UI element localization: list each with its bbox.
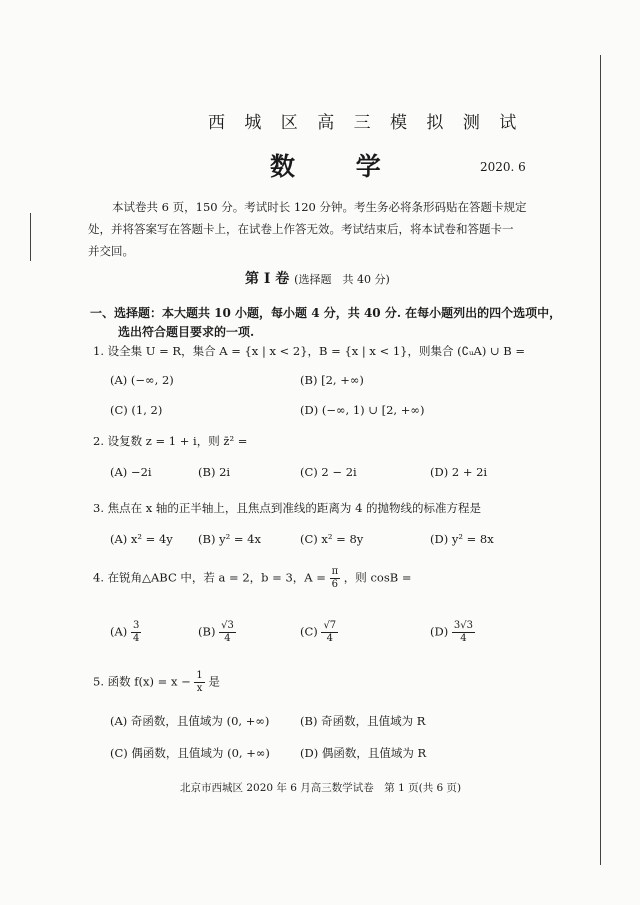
question-2-stem: 2. 设复数 z = 1 + i，则 z̄² = — [93, 434, 248, 448]
fraction-numerator: 3√3 — [453, 620, 473, 631]
question-3-option-b: (B) y² = 4x — [198, 532, 261, 546]
option-label: (A) — [110, 624, 128, 639]
fraction-denominator: 6 — [331, 579, 339, 590]
fraction-denominator: 4 — [460, 633, 467, 644]
option-label: (D) — [430, 624, 449, 639]
question-5-stem — [93, 670, 220, 695]
fraction-denominator: 4 — [326, 633, 333, 644]
option-a-fraction — [131, 620, 141, 645]
question-3-option-c: (C) x² = 8y — [300, 532, 364, 546]
subject-title: 数 学 — [270, 152, 407, 181]
question-5-option-a: (A) 奇函数，且值域为 (0, +∞) — [110, 714, 270, 728]
fraction-numerator: π — [331, 566, 339, 577]
scan-mark-left — [30, 213, 31, 261]
fraction-denominator: 4 — [132, 633, 140, 644]
fraction-numerator: √3 — [221, 620, 234, 631]
exam-title: 西 城 区 高 三 模 拟 测 试 — [208, 113, 524, 133]
instructions-line-2: 处，并将答案写在答题卡上，在试卷上作答无效。考试结束后，将本试卷和答题卡一 — [88, 222, 514, 236]
exam-date: 2020. 6 — [480, 160, 526, 174]
option-label: (B) — [198, 624, 216, 639]
question-1-option-a: (A) (−∞, 2) — [110, 373, 174, 387]
question-4-option-d — [430, 620, 475, 645]
question-4-option-b — [198, 620, 236, 645]
section-heading — [245, 268, 390, 288]
question-2-option-c: (C) 2 − 2i — [300, 465, 357, 479]
question-2-option-b: (B) 2i — [198, 465, 231, 479]
question-5-option-c: (C) 偶函数，且值域为 (0, +∞) — [110, 746, 270, 760]
question-2-option-d: (D) 2 + 2i — [430, 465, 488, 479]
question-1-stem: 1. 设全集 U = R，集合 A = {x | x < 2}，B = {x | x < 1}，则集合 (∁ᵤA) ∪ B = — [93, 344, 526, 358]
fraction-denominator: x — [196, 683, 203, 694]
question-5-option-b: (B) 奇函数，且值域为 R — [300, 714, 426, 728]
question-1-option-c: (C) (1, 2) — [110, 403, 163, 417]
option-b-fraction — [219, 620, 236, 645]
fraction-denominator: 4 — [224, 633, 231, 644]
question-5-stem-text: 5. 函数 f(x) = x − — [93, 674, 191, 689]
question-3-stem: 3. 焦点在 x 轴的正半轴上，且焦点到准线的距离为 4 的抛物线的标准方程是 — [93, 501, 482, 515]
question-5-stem-tail: 是 — [208, 674, 220, 689]
fraction-numerator: 3 — [132, 620, 140, 631]
pi-over-6-fraction — [330, 566, 341, 591]
question-1-option-b: (B) [2, +∞) — [300, 373, 364, 387]
one-over-x-fraction — [194, 670, 204, 695]
instructions-line-3: 并交回。 — [88, 244, 134, 258]
instructions-line-1: 本试卷共 6 页，150 分。考试时长 120 分钟。考生务必将条形码贴在答题卡规定 — [112, 200, 527, 214]
question-4-option-a — [110, 620, 141, 645]
scan-margin-line — [600, 55, 601, 865]
fraction-numerator: √7 — [323, 620, 337, 631]
part-one-line-1: 一、选择题：本大题共 10 小题，每小题 4 分，共 40 分. 在每小题列出的四个选项中， — [90, 306, 562, 320]
question-4-option-c — [300, 620, 338, 645]
option-label: (C) — [300, 624, 318, 639]
option-c-fraction — [321, 620, 338, 645]
question-5-option-d: (D) 偶函数，且值域为 R — [300, 746, 427, 760]
part-one-line-2: 选出符合题目要求的一项. — [118, 325, 255, 339]
fraction-numerator: 1 — [196, 670, 203, 681]
section-title: 第 Ⅰ 卷 — [245, 271, 290, 287]
page-footer: 北京市西城区 2020 年 6 月高三数学试卷 第 1 页(共 6 页) — [180, 782, 462, 794]
question-4-stem-tail: ，则 cosB = — [343, 570, 412, 585]
question-3-option-d: (D) y² = 8x — [430, 532, 494, 546]
question-4-stem-text: 4. 在锐角△ABC 中，若 a = 2，b = 3，A = — [93, 570, 326, 585]
question-4-stem — [93, 566, 411, 591]
question-2-option-a: (A) −2i — [110, 465, 152, 479]
option-d-fraction — [452, 620, 475, 645]
question-1-option-d: (D) (−∞, 1) ∪ [2, +∞) — [300, 403, 425, 417]
question-3-option-a: (A) x² = 4y — [110, 532, 173, 546]
section-note: (选择题 共 40 分) — [294, 273, 390, 286]
